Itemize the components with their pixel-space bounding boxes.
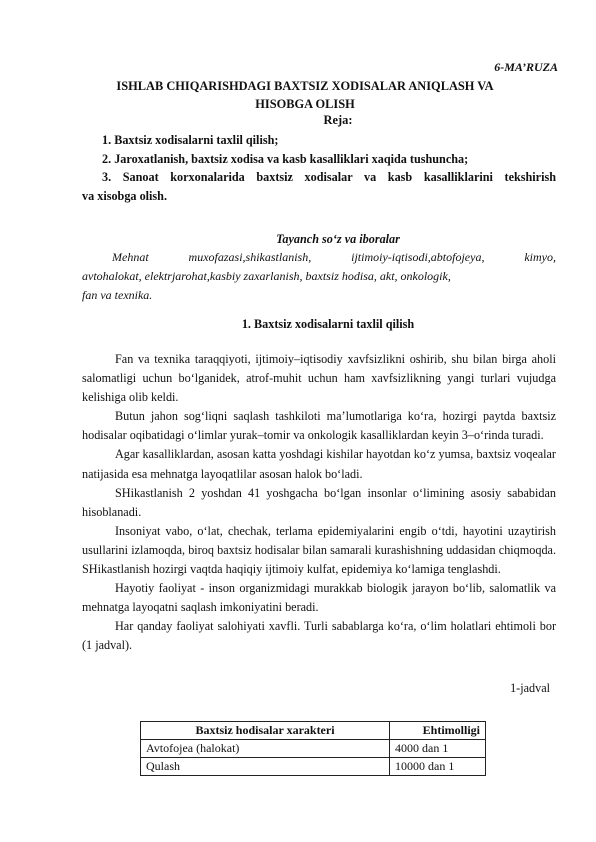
- plan-list: [82, 131, 556, 205]
- paragraph: Har qanday faoliyat salohiyati xavfli. Turli sabablarga ko‘ra, o‘lim holatlari ehtimoli bor (1 jadval).: [82, 619, 556, 653]
- paragraph: Hayotiy faoliyat - inson organizmidagi murakkab biologik jarayon bo‘lib, salomatlik va mehnatga layoqatni saqlash imkoniyatini beradi.: [82, 581, 556, 615]
- keywords-line: Mehnat muxofazasi,shikastlanish, ijtimoiy-iqtisodi,abtofojeya, kimyo,: [112, 250, 556, 264]
- table-cell: Qulash: [141, 758, 390, 776]
- table-cell: 4000 dan 1: [390, 740, 486, 758]
- plan-item-continuation: va xisobga olish.: [82, 188, 167, 203]
- table-header-cell: Baxtsiz hodisalar xarakteri: [141, 722, 390, 740]
- document-title: ISHLAB CHIQARISHDAGI BAXTSIZ XODISALAR ANIQLASH VA HISOBGA OLISH: [116, 79, 494, 111]
- paragraph: Butun jahon sog‘liqni saqlash tashkiloti ma’lumotlariga ko‘ra, hozirgi paytda baxtsiz hodisalar oqibatidagi o‘limlar yurak–tomir va onkologik kasalliklardan keyin 3–o‘rinda turadi.: [82, 409, 556, 443]
- table-header-row: [141, 722, 486, 740]
- plan-item: 3. Sanoat korxonalarida baxtsiz xodisalar va kasb kasalliklarini tekshirish: [102, 170, 556, 184]
- table-row: [141, 740, 486, 758]
- plan-item: 1. Baxtsiz xodisalarni taxlil qilish;: [102, 133, 279, 147]
- plan-heading: Reja:: [323, 113, 353, 127]
- keywords-line: avtohalokat, elektrjarohat,kasbiy zaxarlanish, baxtsiz hodisa, akt, onkologik,: [82, 269, 451, 283]
- paragraph: SHikastlanish 2 yoshdan 41 yoshgacha bo‘lgan insonlar o‘limining asosiy sababidan hisoblanadi.: [82, 485, 556, 519]
- paragraph: Agar kasalliklardan, asosan katta yoshdagi kishilar hayotdan ko‘z yumsa, baxtsiz voqealar natijasida esa mehnatga layoqatlilar asosan halok bo‘ladi.: [82, 447, 556, 481]
- keywords-line: fan va texnika.: [82, 288, 153, 302]
- lecture-number: 6-MA’RUZA: [494, 60, 558, 74]
- section-body: [82, 350, 556, 656]
- table-row: [141, 758, 486, 776]
- table-header-cell: Ehtimolligi: [390, 722, 486, 740]
- paragraph: Insoniyat vabo, o‘lat, chechak, terlama epidemiyalarini engib o‘tdi, hayotini uzaytirish usullarini izlamoqda, biroq baxtsiz hodisalar bilan samarali kurashishning uddasidan chiqmoqda. SHikastlanish hozirgi vaqtda haqiqiy ijtimoiy kulfat, epidemiya ko‘lamiga tenglashdi.: [82, 523, 556, 577]
- keywords-heading: Tayanch so‘z va iboralar: [276, 232, 400, 246]
- keywords-block: [82, 248, 556, 305]
- table-cell: 10000 dan 1: [390, 758, 486, 776]
- table-label: 1-jadval: [510, 681, 550, 695]
- plan-item: 2. Jaroxatlanish, baxtsiz xodisa va kasb kasalliklari xaqida tushuncha;: [102, 151, 469, 166]
- paragraph: Fan va texnika taraqqiyoti, ijtimoiy–iqtisodiy xavfsizlikni oshirib, shu bilan birga aholi salomatligi uchun bo‘lganidek, atrof-muhit uchun ham xavfsizlikning yangi turlari vujudga kelishiga olib keldi.: [82, 352, 556, 405]
- section-heading: 1. Baxtsiz xodisalarni taxlil qilish: [241, 317, 415, 331]
- accident-probability-table: [140, 721, 486, 776]
- table-cell: Avtofojea (halokat): [141, 740, 390, 758]
